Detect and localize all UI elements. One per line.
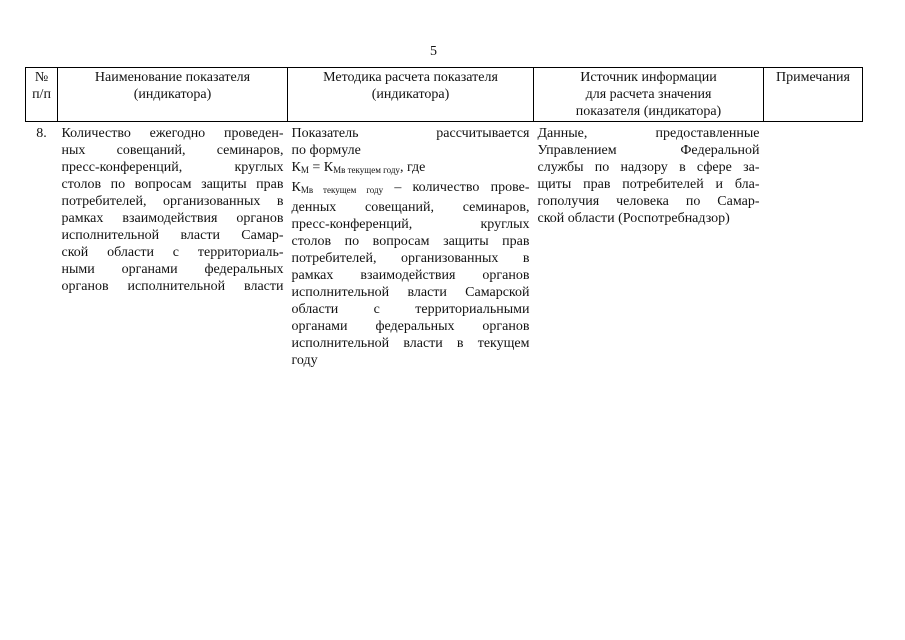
table-row xyxy=(26,122,863,370)
formula-definition: $К_{Мв текущем году}$ – количество прове- xyxy=(291,180,530,195)
notes-cell xyxy=(764,122,863,370)
header-num: № п/п xyxy=(26,68,58,122)
header-method: Методика расчета показателя (индикатора) xyxy=(288,68,534,122)
formula: $К_М = К_{Мв текущем году}$, где xyxy=(291,160,426,175)
header-name: Наименование показателя (индикатора) xyxy=(58,68,288,122)
source-cell: Данные, предоставленные Управлением Федеральной службы по надзору в сфере за- щиты прав потребителей и бла- гополучия человека по Самар- ской области (Роспотребнадзор) xyxy=(537,126,760,226)
header-source: Источник информации для расчета значения показателя (индикатора) xyxy=(534,68,764,122)
table-header-row xyxy=(26,68,863,122)
method-cell: Показатель рассчитывается по формуле $К_М = К_{Мв текущем году}$, где $К_{Мв текущем году}$ – количество прове- денных совещаний, семинаров, пресс-конференций, круглых столов по вопросам защиты прав потребителей, организованных в рамках взаимодействия органов исполнительной власти Самарской области с территориальными органами федеральных органов исполнительной власти в текущем году xyxy=(291,126,530,368)
row-number: 8. xyxy=(36,126,47,141)
indicator-name-cell: Количество ежегодно проведен- ных совещаний, семинаров, пресс-конференций, круглых столов по вопросам защиты прав потребителей, организованных в рамках взаимодействия органов исполнительной власти Самар- ской области с территориаль- ными органами федеральных органов исполнительной власти xyxy=(61,126,284,294)
page-number: 5 xyxy=(430,44,437,59)
indicator-table xyxy=(25,67,863,369)
header-notes: Примечания xyxy=(764,68,863,122)
